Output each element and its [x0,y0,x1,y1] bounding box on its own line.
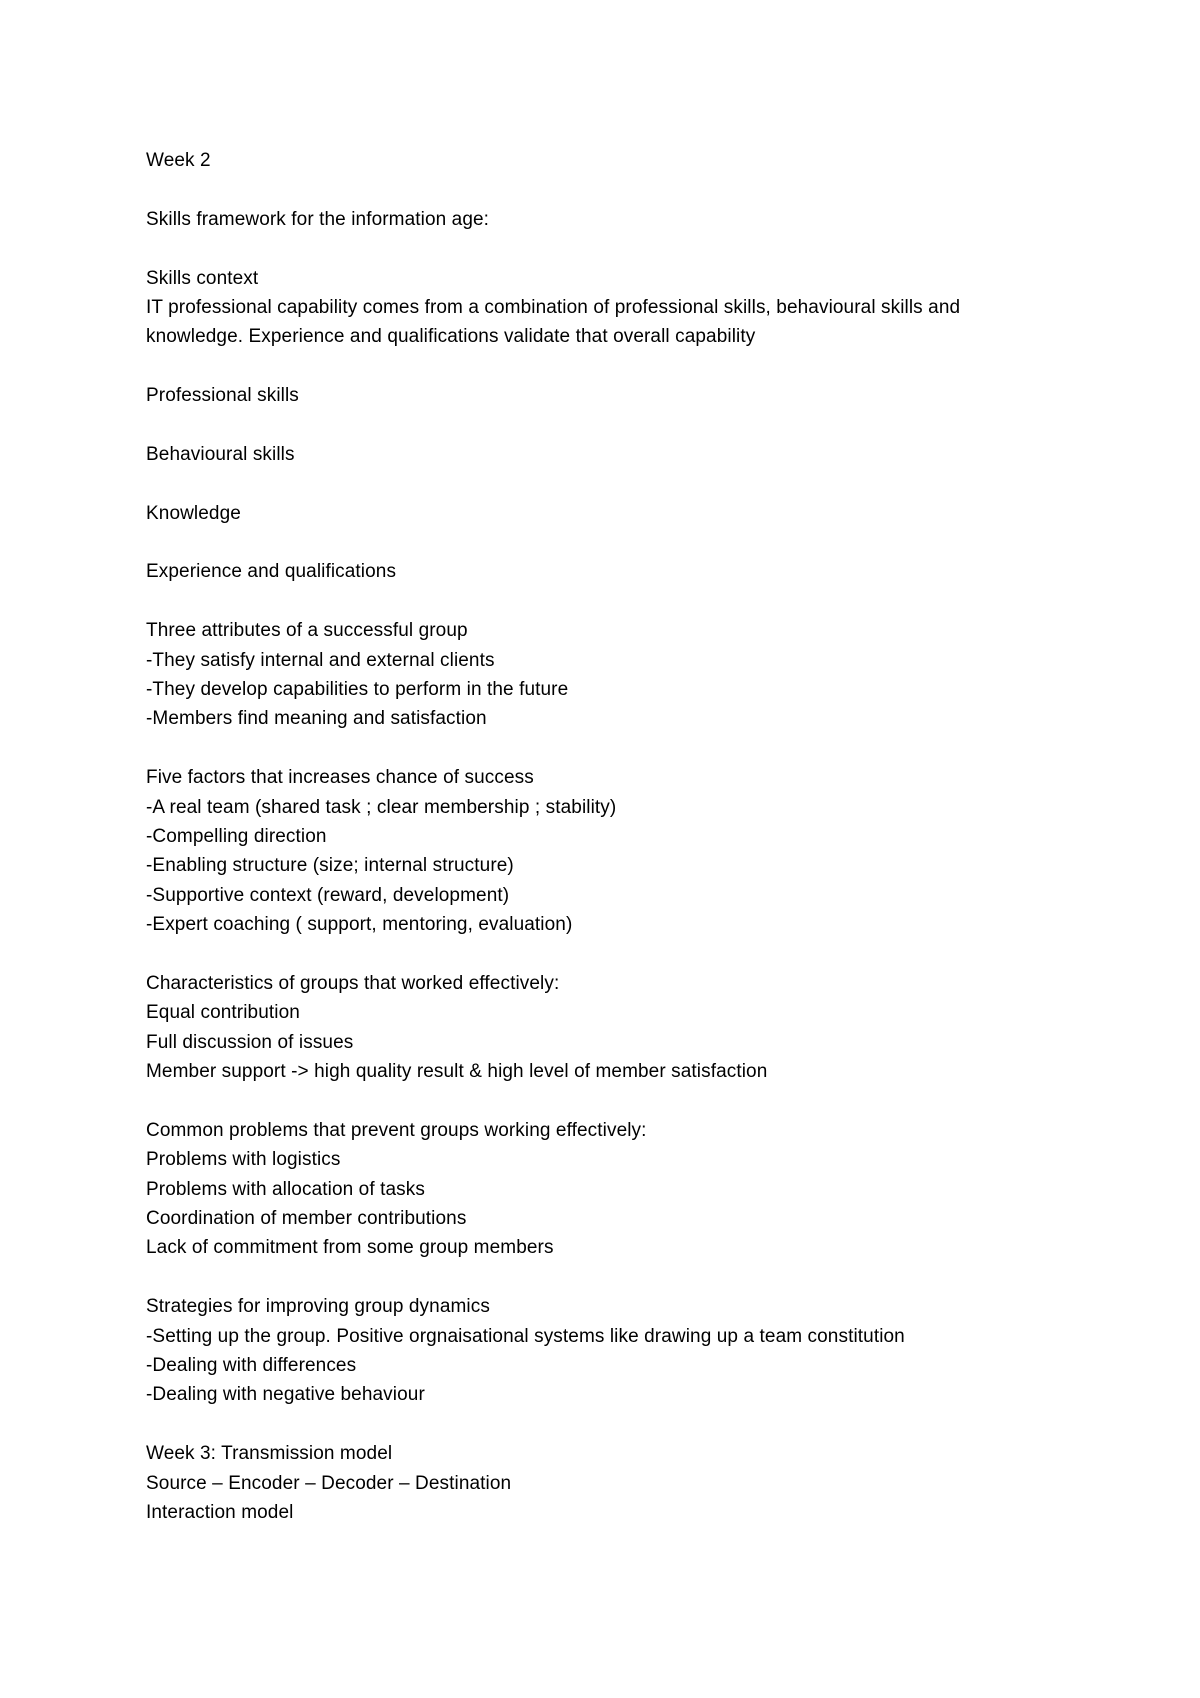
list-item: Member support -> high quality result & high level of member satisfaction [146,1061,768,1083]
list-item: Coordination of member contributions [146,1208,467,1230]
five-factors-heading: Five factors that increases chance of success [146,767,534,789]
sfia-heading: Skills framework for the information age: [146,208,490,230]
list-item: -They develop capabilities to perform in the future [146,679,569,701]
characteristics-heading: Characteristics of groups that worked effectively: [146,972,560,994]
behavioural-skills-heading: Behavioural skills [146,443,295,465]
transmission-model-text: Source – Encoder – Decoder – Destination [146,1472,512,1494]
list-item: Problems with logistics [146,1149,341,1171]
list-item: -Setting up the group. Positive orgnaisational systems like drawing up a team constitution [146,1325,905,1347]
list-item: Equal contribution [146,1002,300,1024]
common-problems-heading: Common problems that prevent groups working effectively: [146,1119,647,1141]
blank-line [146,352,1046,381]
list-item: Full discussion of issues [146,1031,354,1053]
list-item: -Compelling direction [146,825,327,847]
successful-group-heading: Three attributes of a successful group [146,620,468,642]
list-item: Lack of commitment from some group members [146,1237,554,1259]
blank-line [146,1087,1046,1116]
blank-line [146,411,1046,440]
list-item: -They satisfy internal and external clients [146,649,495,671]
week3-heading: Week 3: Transmission model [146,1443,393,1465]
list-item: -Enabling structure (size; internal structure) [146,855,514,877]
blank-line [146,469,1046,498]
list-item: -Dealing with differences [146,1355,357,1377]
strategies-heading: Strategies for improving group dynamics [146,1296,490,1318]
skills-context-heading: Skills context [146,267,259,289]
blank-line [146,175,1046,204]
list-item: -Expert coaching ( support, mentoring, evaluation) [146,914,573,936]
blank-line [146,528,1046,557]
interaction-model-text: Interaction model [146,1501,294,1523]
list-item: Problems with allocation of tasks [146,1178,425,1200]
list-item: -Dealing with negative behaviour [146,1384,425,1406]
list-item: -Supportive context (reward, development) [146,884,510,906]
professional-skills-heading: Professional skills [146,385,299,407]
list-item: -Members find meaning and satisfaction [146,708,487,730]
skills-context-text-line-2: knowledge. Experience and qualifications validate that overall capability [146,326,756,348]
blank-line [146,940,1046,969]
week2-title: Week 2 [146,150,211,171]
blank-line [146,1410,1046,1439]
experience-qualifications-heading: Experience and qualifications [146,561,397,583]
blank-line [146,734,1046,763]
skills-context-text-line-1: IT professional capability comes from a combination of professional skills, behavioural skills and [146,296,961,318]
blank-line [146,234,1046,263]
blank-line [146,1263,1046,1292]
blank-line [146,587,1046,616]
document-body [146,146,1046,1527]
list-item: -A real team (shared task ; clear membership ; stability) [146,796,617,818]
knowledge-heading: Knowledge [146,502,241,524]
